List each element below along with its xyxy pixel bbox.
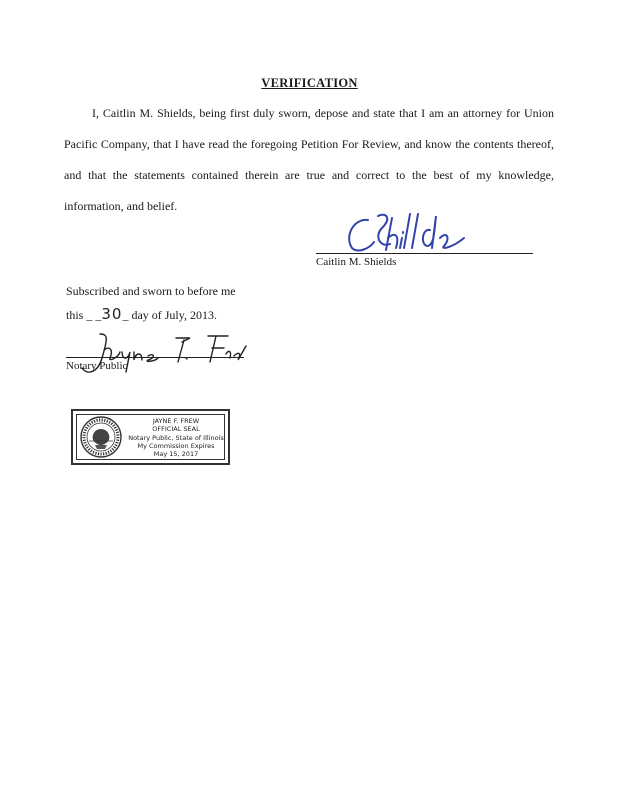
notary-label: Notary Public — [66, 360, 128, 372]
state-seal-icon — [79, 415, 123, 459]
subscribed-line: Subscribed and sworn to before me — [66, 284, 236, 298]
notary-signature-line — [66, 357, 244, 358]
stamp-state: Notary Public, State of Illinois — [128, 433, 224, 442]
date-prefix: this — [66, 308, 84, 322]
stamp-expiry-date: May 15, 2017 — [153, 450, 199, 459]
handwritten-day: 30 — [101, 305, 123, 323]
stamp-notary-name: JAYNE F. FREW — [152, 417, 200, 425]
verification-paragraph — [64, 98, 554, 222]
attorney-signature — [340, 208, 470, 258]
stamp-text-block — [127, 417, 225, 458]
document-title: VERIFICATION — [261, 76, 358, 90]
date-suffix: day of July, 2013. — [131, 308, 217, 322]
sworn-date-line: this _ _30_ day of July, 2013. — [66, 305, 217, 323]
signer-name: Caitlin M. Shields — [316, 256, 397, 268]
verification-text: I, Caitlin M. Shields, being first duly sworn, depose and state that I am an attorney for Union Pacific Company, that I have read the foregoing Petition For Review, and know the contents thereof, and that the statements contained therein are true and correct to the best of my knowledge, information, and belief. — [64, 106, 554, 213]
official-seal-stamp — [71, 409, 230, 465]
stamp-commission: My Commission Expires — [137, 441, 215, 450]
stamp-official-seal: OFFICIAL SEAL — [152, 425, 200, 434]
signature-line — [316, 253, 533, 254]
